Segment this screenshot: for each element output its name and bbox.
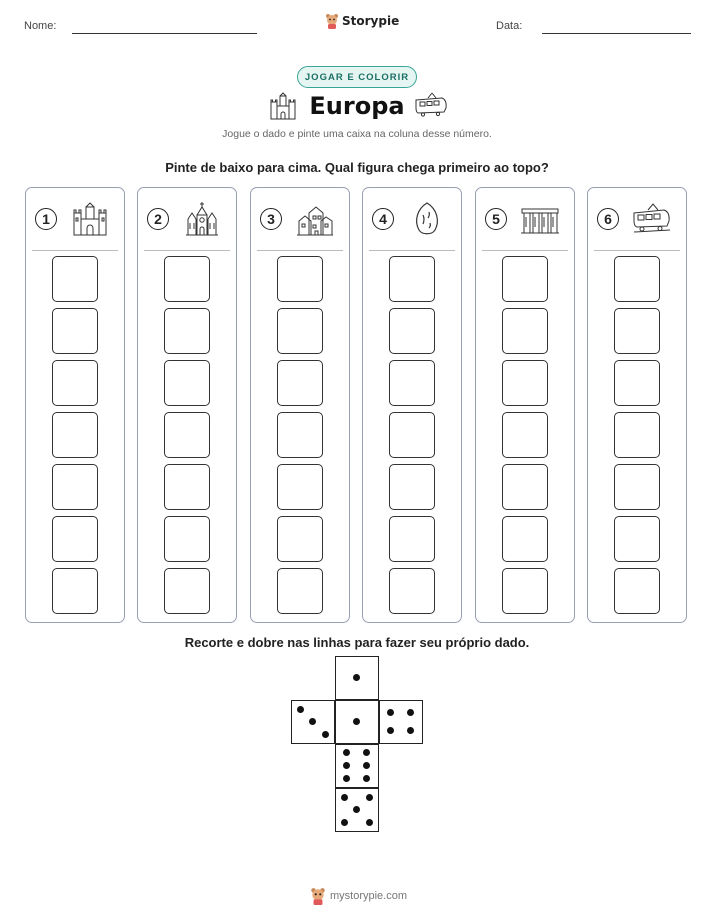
color-box[interactable] xyxy=(277,516,323,562)
die-face-6 xyxy=(335,744,379,788)
color-box[interactable] xyxy=(389,516,435,562)
column-number: 1 xyxy=(35,208,57,230)
color-box[interactable] xyxy=(502,516,548,562)
color-box[interactable] xyxy=(52,256,98,302)
color-box[interactable] xyxy=(614,412,660,458)
die-pip xyxy=(322,731,329,738)
die-face-1 xyxy=(335,700,379,744)
color-box[interactable] xyxy=(502,256,548,302)
footer xyxy=(310,887,407,905)
color-box[interactable] xyxy=(52,464,98,510)
brand-name: Storypie xyxy=(342,14,400,28)
color-box[interactable] xyxy=(164,360,210,406)
date-line xyxy=(542,33,691,34)
color-box[interactable] xyxy=(52,412,98,458)
column-2 xyxy=(137,187,237,623)
color-box[interactable] xyxy=(277,360,323,406)
column-6 xyxy=(587,187,687,623)
cathedral-icon xyxy=(182,201,222,237)
name-label: Nome: xyxy=(24,20,57,32)
die-pip xyxy=(407,727,414,734)
tram-icon xyxy=(632,201,672,237)
footer-url: mystorypie.com xyxy=(330,890,408,902)
color-box[interactable] xyxy=(164,308,210,354)
storypie-mascot-icon xyxy=(325,13,339,29)
column-divider xyxy=(144,250,230,251)
tram-title-icon xyxy=(414,92,448,118)
color-box[interactable] xyxy=(389,256,435,302)
color-box[interactable] xyxy=(389,464,435,510)
date-label: Data: xyxy=(496,20,523,32)
color-box[interactable] xyxy=(614,360,660,406)
color-box[interactable] xyxy=(277,464,323,510)
color-box[interactable] xyxy=(614,256,660,302)
column-number: 6 xyxy=(597,208,619,230)
color-box[interactable] xyxy=(502,568,548,614)
die-pip xyxy=(407,709,414,716)
die-pip xyxy=(309,718,316,725)
column-4 xyxy=(362,187,462,623)
color-box[interactable] xyxy=(164,464,210,510)
column-header xyxy=(476,188,574,250)
color-box[interactable] xyxy=(277,308,323,354)
color-box[interactable] xyxy=(502,464,548,510)
die-pip xyxy=(387,709,394,716)
die-pip xyxy=(343,762,350,769)
die-face-4 xyxy=(379,700,423,744)
column-header xyxy=(138,188,236,250)
page-title: Europa xyxy=(309,92,405,120)
color-box[interactable] xyxy=(614,308,660,354)
color-box[interactable] xyxy=(389,360,435,406)
column-divider xyxy=(482,250,568,251)
color-box[interactable] xyxy=(164,568,210,614)
column-header xyxy=(26,188,124,250)
die-pip xyxy=(366,794,373,801)
brand-logo xyxy=(325,13,399,29)
column-number: 5 xyxy=(485,208,507,230)
die-pip xyxy=(297,706,304,713)
color-box[interactable] xyxy=(502,360,548,406)
column-divider xyxy=(257,250,343,251)
die-pip xyxy=(341,794,348,801)
color-box[interactable] xyxy=(614,568,660,614)
die-face-5 xyxy=(335,788,379,832)
color-box[interactable] xyxy=(389,308,435,354)
die-pip xyxy=(353,718,360,725)
color-box[interactable] xyxy=(614,464,660,510)
die-face-3 xyxy=(291,700,335,744)
column-1 xyxy=(25,187,125,623)
almond-icon xyxy=(407,201,447,237)
subtitle: Jogue o dado e pinte uma caixa na coluna desse número. xyxy=(222,128,492,140)
color-box[interactable] xyxy=(164,516,210,562)
die-pip xyxy=(353,806,360,813)
die-face-1 xyxy=(335,656,379,700)
die-pip xyxy=(363,749,370,756)
color-box[interactable] xyxy=(164,256,210,302)
color-box[interactable] xyxy=(52,360,98,406)
column-divider xyxy=(594,250,680,251)
color-box[interactable] xyxy=(277,412,323,458)
stonehenge-icon xyxy=(520,201,560,237)
name-line xyxy=(72,33,257,34)
die-pip xyxy=(343,749,350,756)
color-box[interactable] xyxy=(277,256,323,302)
column-number: 4 xyxy=(372,208,394,230)
color-box[interactable] xyxy=(502,412,548,458)
storypie-mascot-icon xyxy=(310,887,326,905)
color-box[interactable] xyxy=(52,568,98,614)
color-box[interactable] xyxy=(389,412,435,458)
die-pip xyxy=(363,762,370,769)
die-pip xyxy=(363,775,370,782)
color-box[interactable] xyxy=(52,516,98,562)
column-header xyxy=(588,188,686,250)
die-instruction: Recorte e dobre nas linhas para fazer seu próprio dado. xyxy=(184,635,530,650)
column-number: 2 xyxy=(147,208,169,230)
color-box[interactable] xyxy=(277,568,323,614)
column-number: 3 xyxy=(260,208,282,230)
column-header xyxy=(251,188,349,250)
die-pip xyxy=(387,727,394,734)
column-divider xyxy=(32,250,118,251)
color-box[interactable] xyxy=(614,516,660,562)
color-box[interactable] xyxy=(164,412,210,458)
activity-badge: JOGAR E COLORIR xyxy=(297,66,417,88)
color-box[interactable] xyxy=(502,308,548,354)
column-divider xyxy=(369,250,455,251)
die-pip xyxy=(341,819,348,826)
instruction-text: Pinte de baixo para cima. Qual figura chega primeiro ao topo? xyxy=(165,160,549,175)
color-box[interactable] xyxy=(52,308,98,354)
column-3 xyxy=(250,187,350,623)
die-pip xyxy=(366,819,373,826)
column-header xyxy=(363,188,461,250)
die-pip xyxy=(343,775,350,782)
column-5 xyxy=(475,187,575,623)
die-pip xyxy=(353,674,360,681)
village-icon xyxy=(295,201,335,237)
color-box[interactable] xyxy=(389,568,435,614)
castle-icon xyxy=(70,201,110,237)
